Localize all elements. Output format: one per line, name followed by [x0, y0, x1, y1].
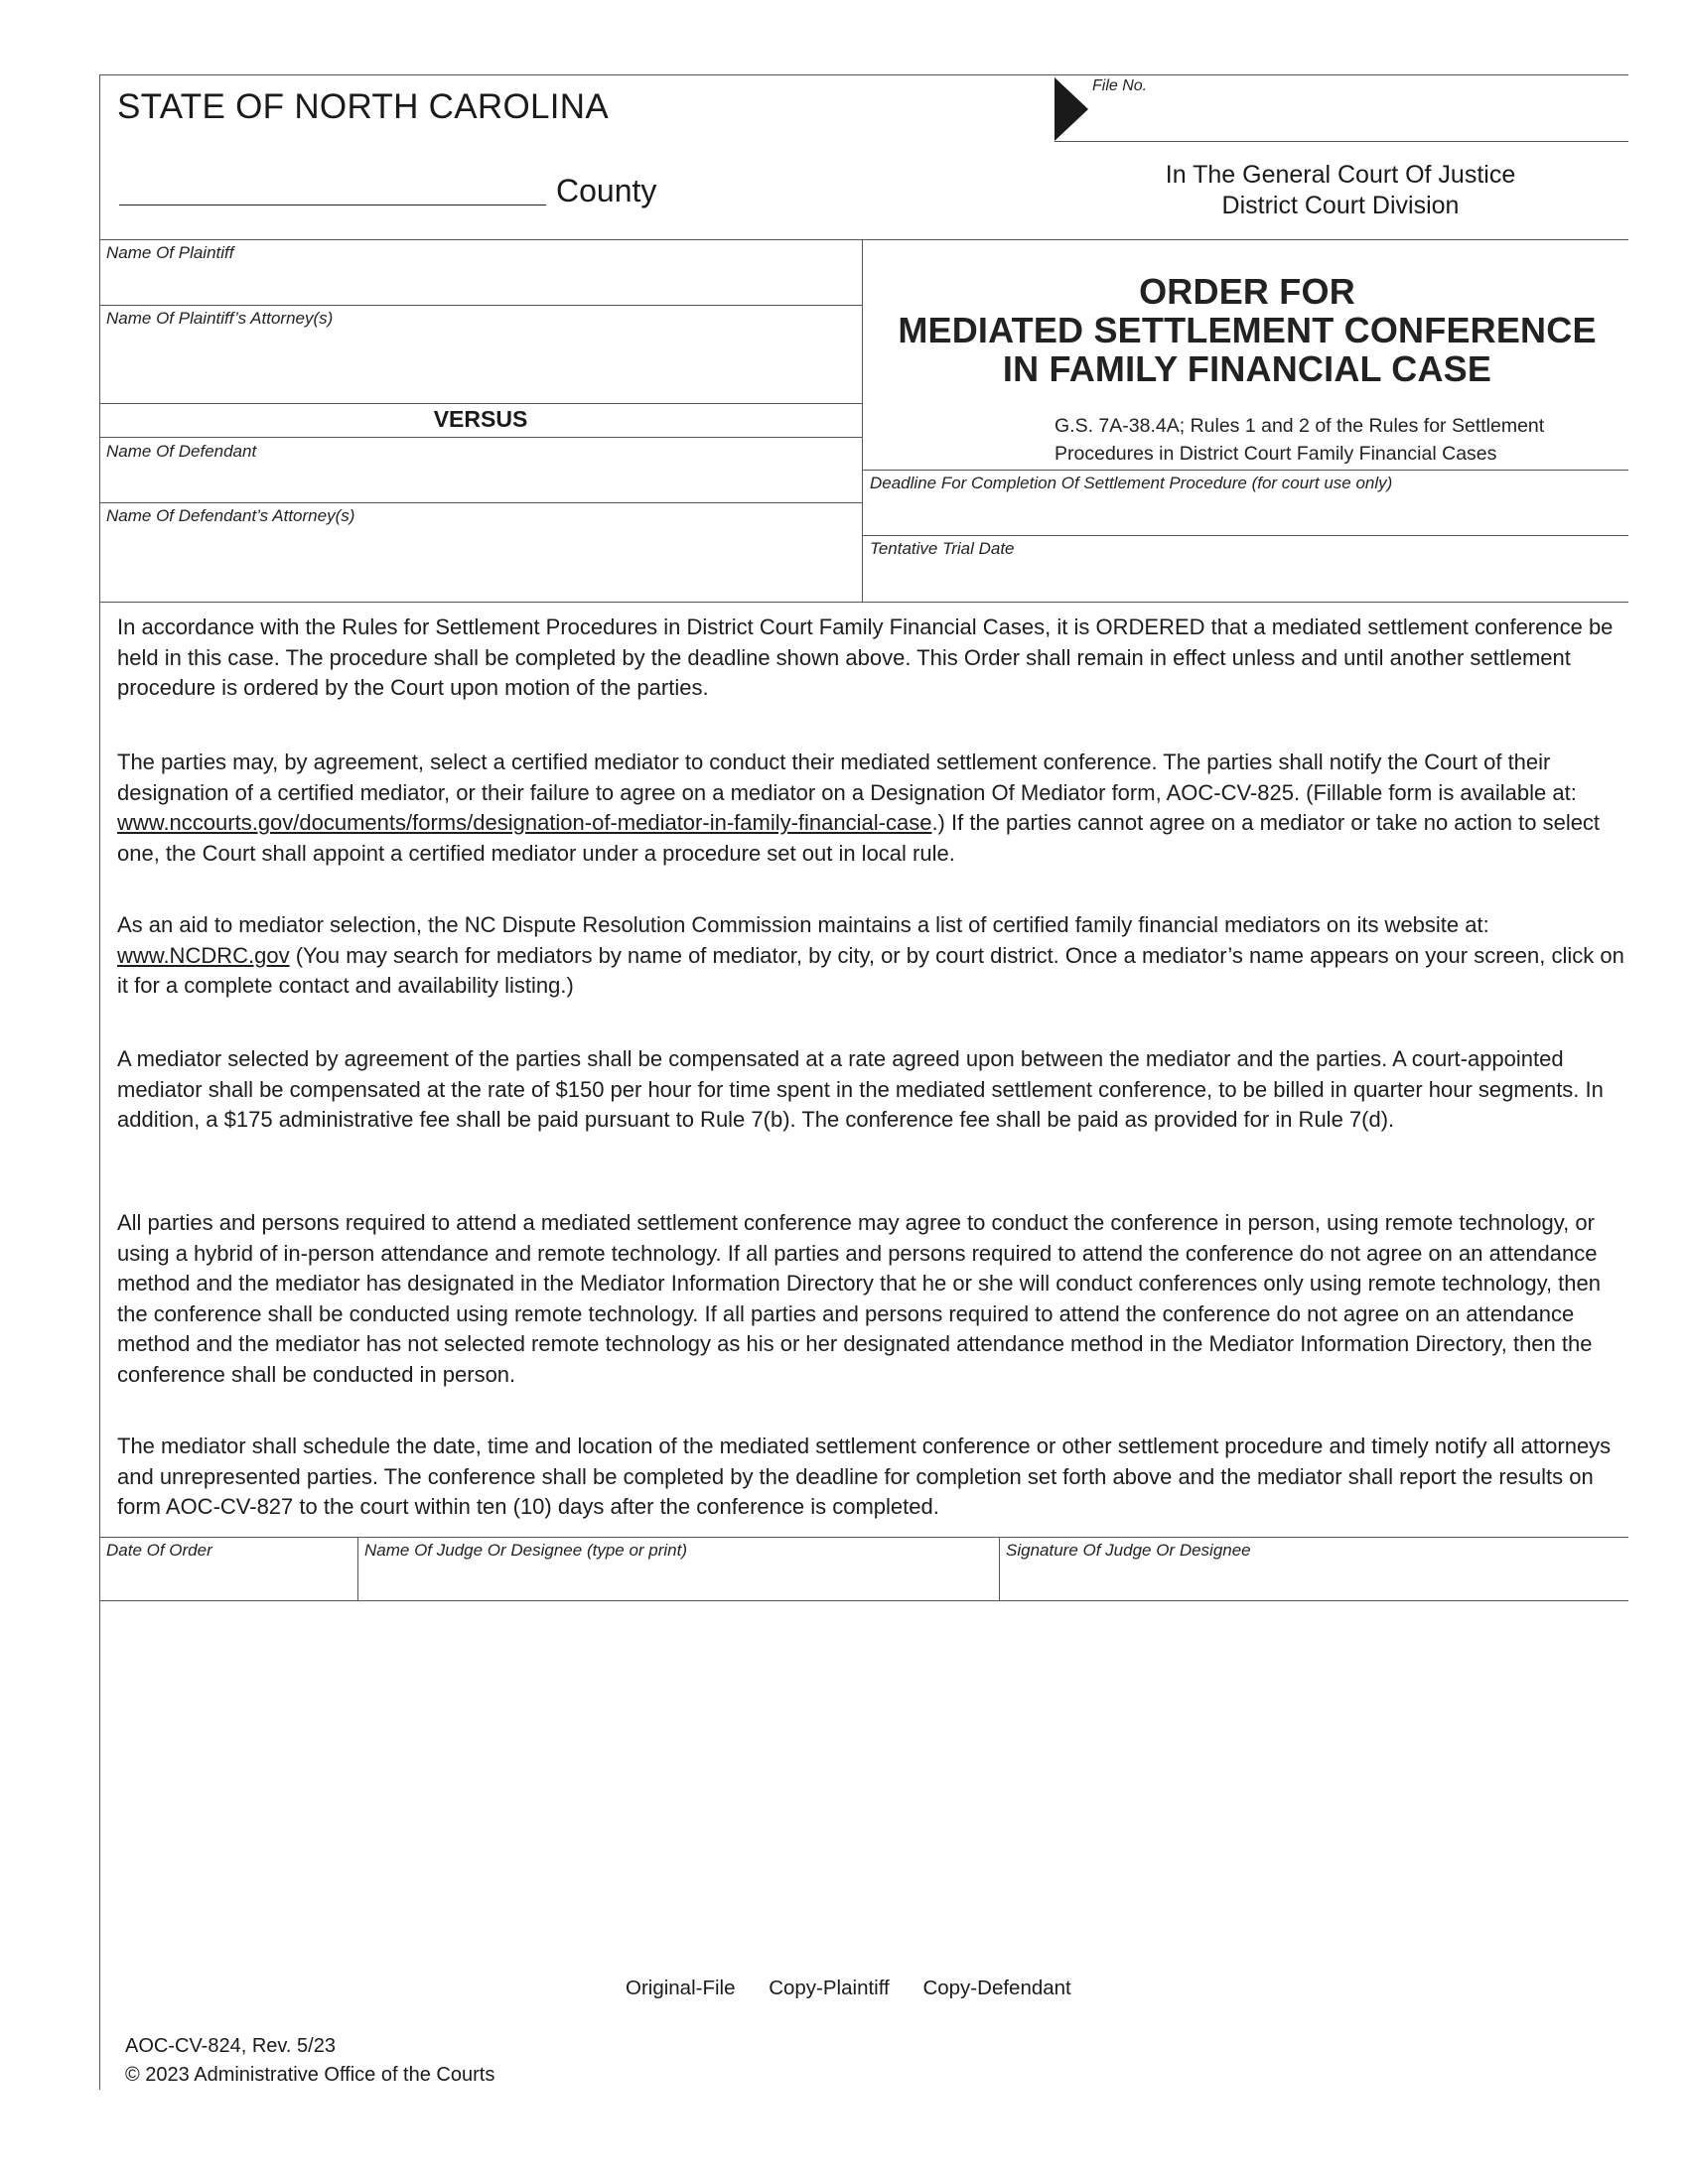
order-paragraph-4 — [117, 1044, 1624, 1136]
signature-divider-1 — [357, 1537, 358, 1600]
defendant-attorney-label: Name Of Defendant’s Attorney(s) — [106, 506, 355, 525]
file-no-field[interactable] — [1092, 99, 1626, 139]
deadline-divider — [862, 470, 1628, 471]
ncdrc-website-link[interactable]: www.NCDRC.gov — [117, 942, 290, 968]
middle-divider — [862, 239, 863, 602]
title-line-3: IN FAMILY FINANCIAL CASE — [1002, 348, 1492, 389]
title-line-2: MEDIATED SETTLEMENT CONFERENCE — [898, 310, 1597, 350]
paragraph-3-part-b: (You may search for mediators by name of mediator, by city, or by court district. Once a mediator’s name appears on your screen, click on it for a complete contact and availability listing.) — [117, 942, 1624, 998]
statute-reference — [1055, 412, 1625, 468]
plaintiff-field[interactable] — [103, 266, 858, 304]
date-of-order-label: Date Of Order — [106, 1541, 212, 1560]
paragraph-2-part-a: The parties may, by agreement, select a certified mediator to conduct their mediated settlement conference. The parties shall notify the Court of their designation of a certified mediator, or their failure to agree on a mediator on a Designation Of Mediator form, AOC-CV-825. (Fillable form is available at: — [117, 750, 1577, 805]
judge-name-field[interactable] — [361, 1563, 995, 1598]
county-field[interactable] — [119, 177, 546, 205]
trial-divider — [862, 535, 1628, 536]
defendant-field[interactable] — [103, 465, 858, 500]
statute-line-2: Procedures in District Court Family Financial Cases — [1055, 443, 1497, 465]
versus-divider — [99, 437, 862, 438]
signature-divider-2 — [999, 1537, 1000, 1600]
judge-name-label: Name Of Judge Or Designee (type or print) — [364, 1541, 688, 1560]
designation-form-link[interactable]: www.nccourts.gov/documents/forms/designation-of-mediator-in-family-financial-case — [117, 810, 932, 835]
court-line-2: District Court Division — [1221, 192, 1460, 219]
copyright-notice: © 2023 Administrative Office of the Courts — [125, 2064, 495, 2086]
order-paragraph-2 — [117, 748, 1624, 869]
caption-bottom-divider — [99, 602, 1628, 603]
trial-date-field[interactable] — [866, 562, 1624, 598]
paragraph-3-text — [117, 910, 1624, 1002]
paragraph-1-text: In accordance with the Rules for Settlement Procedures in District Court Family Financial Cases, it is ORDERED that a mediated settlement conference be held in this case. The procedure shall be completed by the deadline shown above. This Order shall remain in effect unless and until another settlement procedure is ordered by the Court upon motion of the parties. — [117, 614, 1614, 700]
order-paragraph-5 — [117, 1208, 1624, 1390]
defendant-attorney-field[interactable] — [103, 530, 858, 598]
paragraph-5-text: All parties and persons required to attend a mediated settlement conference may agree to conduct the conference in person, using remote technology, or using a hybrid of in-person attendance and remote technology. If all parties and persons required to attend the conference do not agree on an attendance method and the mediator has designated in the Mediator Information Directory that he or she will conduct conferences only using remote technology, then the conference shall be conducted using remote technology. If all parties and persons required to attend the conference do not agree on an attendance method and the mediator has not selected remote technology as his or her designated attendance method in the Mediator Information Directory, then the conference shall be conducted in person. — [117, 1210, 1602, 1387]
signature-bottom-divider — [99, 1600, 1628, 1601]
copy-defendant: Copy-Defendant — [922, 1977, 1071, 1999]
order-paragraph-3 — [117, 910, 1624, 1002]
paragraph-2-text — [117, 748, 1624, 869]
judge-signature-label: Signature Of Judge Or Designee — [1006, 1541, 1251, 1560]
deadline-field[interactable] — [866, 496, 1624, 532]
county-label: County — [556, 173, 657, 208]
file-no-arrow-icon — [1055, 77, 1088, 141]
court-line-1: In The General Court Of Justice — [1165, 161, 1516, 189]
plaintiff-attorney-field[interactable] — [103, 332, 858, 401]
order-paragraph-6 — [117, 1432, 1624, 1523]
paragraph-3-part-a: As an aid to mediator selection, the NC Dispute Resolution Commission maintains a list of certified family financial mediators on its website at: — [117, 912, 1489, 937]
plaintiff-label: Name Of Plaintiff — [106, 243, 234, 262]
versus-label: VERSUS — [433, 406, 528, 432]
form-number: AOC-CV-824, Rev. 5/23 — [125, 2035, 336, 2057]
title-line-1: ORDER FOR — [1139, 271, 1355, 312]
deadline-label: Deadline For Completion Of Settlement Procedure (for court use only) — [870, 474, 1393, 492]
paragraph-2-part-b: .) If the parties cannot agree on a mediator or take no action to select one, the Court shall appoint a certified mediator under a procedure set out in local rule. — [117, 810, 1601, 866]
distribution-list — [612, 1977, 1085, 2000]
statute-line-1: G.S. 7A-38.4A; Rules 1 and 2 of the Rules for Settlement — [1055, 415, 1545, 437]
plaintiff-divider — [99, 305, 862, 306]
date-of-order-field[interactable] — [103, 1563, 353, 1598]
copy-plaintiff: Copy-Plaintiff — [769, 1977, 890, 1999]
file-no-underline — [1055, 141, 1628, 142]
header-divider — [99, 239, 1628, 240]
signature-top-divider — [99, 1537, 1628, 1538]
plaintiff-attorney-divider — [99, 403, 862, 404]
form-title — [866, 272, 1628, 388]
paragraph-6-text: The mediator shall schedule the date, time and location of the mediated settlement conference or other settlement procedure and timely notify all attorneys and unrepresented parties. The conference shall be completed by the deadline for completion set forth above and the mediator shall report the results on form AOC-CV-827 to the court within ten (10) days after the conference is completed. — [117, 1433, 1612, 1519]
order-paragraph-1 — [117, 613, 1624, 704]
form-footer — [125, 2032, 494, 2090]
defendant-label: Name Of Defendant — [106, 442, 257, 461]
left-border — [99, 74, 100, 2090]
paragraph-4-text: A mediator selected by agreement of the parties shall be compensated at a rate agreed upon between the mediator and the parties. A court-appointed mediator shall be compensated at the rate of $150 per hour for time spent in the mediated settlement conference, to be billed in quarter hour segments. In addition, a $175 administrative fee shall be paid pursuant to Rule 7(b). The conference fee shall be paid as provided for in Rule 7(d). — [117, 1046, 1604, 1132]
copy-original-file: Original-File — [626, 1977, 736, 1999]
defendant-divider — [99, 502, 862, 503]
judge-signature-field[interactable] — [1003, 1563, 1624, 1598]
plaintiff-attorney-label: Name Of Plaintiff’s Attorney(s) — [106, 309, 334, 328]
court-division — [1102, 160, 1579, 221]
file-no-label: File No. — [1092, 77, 1148, 94]
trial-date-label: Tentative Trial Date — [870, 539, 1015, 558]
top-border — [99, 74, 1628, 75]
state-title: STATE OF NORTH CAROLINA — [117, 87, 610, 126]
